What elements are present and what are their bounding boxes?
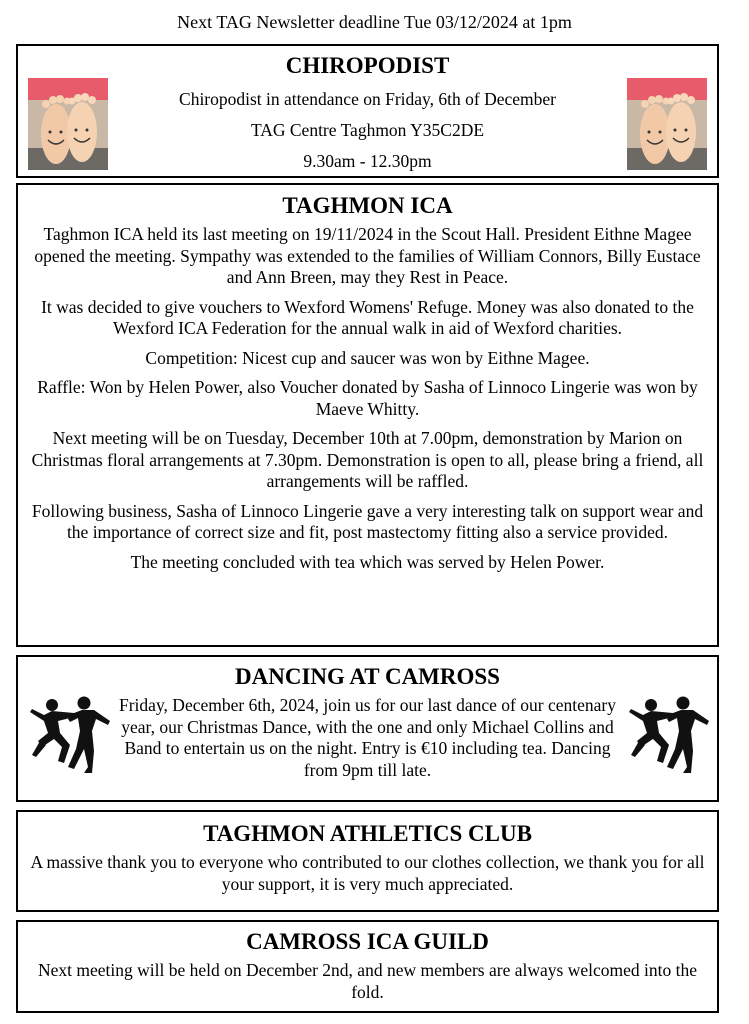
ica-paragraph: Next meeting will be on Tuesday, December 10th at 7.00pm, demonstration by Marion on Christmas floral arrangements at 7.30pm. Demonstration is open to all, please bring a friend, all arrangements will be raffled.: [31, 428, 704, 491]
taghmon-ica-section: [16, 183, 719, 647]
athletics-text: A massive thank you to everyone who contributed to our clothes collection, we thank you for all your support, it is very much appreciated.: [30, 852, 705, 894]
ica-title: TAGHMON ICA: [282, 193, 453, 218]
newsletter-deadline: Next TAG Newsletter deadline Tue 03/12/2024 at 1pm: [177, 12, 572, 32]
chiropodist-location: TAG Centre Taghmon Y35C2DE: [250, 120, 485, 140]
dance-description: Friday, December 6th, 2024, join us for our last dance of our centenary year, our Christmas Dance, with the one and only Michael Collins and Band to entertain us on the night. Entry is €10 including tea. Dancing from 9pm till late.: [119, 695, 616, 780]
dancing-camross-section: [16, 655, 719, 802]
ica-paragraph: Following business, Sasha of Linnoco Lingerie gave a very interesting talk on support wear and the importance of correct size and fit, post mastectomy fitting also a service provided.: [31, 500, 704, 542]
ica-paragraph: The meeting concluded with tea which was served by Helen Power.: [130, 551, 605, 572]
ica-paragraph: Raffle: Won by Helen Power, also Voucher donated by Sasha of Linnoco Lingerie was won by Maeve Whitty.: [37, 377, 698, 419]
athletics-club-section: [16, 810, 719, 912]
dancing-couple-icon: [22, 691, 114, 777]
ica-paragraph: It was decided to give vouchers to Wexford Womens' Refuge. Money was also donated to the Wexford ICA Federation for the annual walk in aid of Wexford charities.: [41, 296, 694, 338]
chiropodist-title: CHIROPODIST: [285, 53, 450, 78]
chiropodist-time: 9.30am - 12.30pm: [303, 151, 432, 171]
athletics-title: TAGHMON ATHLETICS CLUB: [203, 821, 532, 846]
chiropodist-section: [16, 44, 719, 178]
dance-title: DANCING AT CAMROSS: [235, 664, 500, 689]
camross-guild-section: [16, 920, 719, 1013]
smiley-feet-photo-icon: [627, 78, 707, 170]
chiropodist-date: Chiropodist in attendance on Friday, 6th of December: [179, 89, 556, 109]
camross-text: Next meeting will be held on December 2nd, and new members are always welcomed into the fold.: [38, 960, 697, 1002]
smiley-feet-photo-icon: [28, 78, 108, 170]
ica-paragraph: Competition: Nicest cup and saucer was won by Eithne Magee.: [145, 347, 590, 368]
dancing-couple-icon: [621, 691, 713, 777]
camross-title: CAMROSS ICA GUILD: [246, 929, 489, 954]
ica-paragraph: Taghmon ICA held its last meeting on 19/11/2024 in the Scout Hall. President Eithne Magee opened the meeting. Sympathy was extended to the families of William Connors, Billy Eustace and Ann Breen, may they Rest in Peace.: [34, 224, 701, 287]
